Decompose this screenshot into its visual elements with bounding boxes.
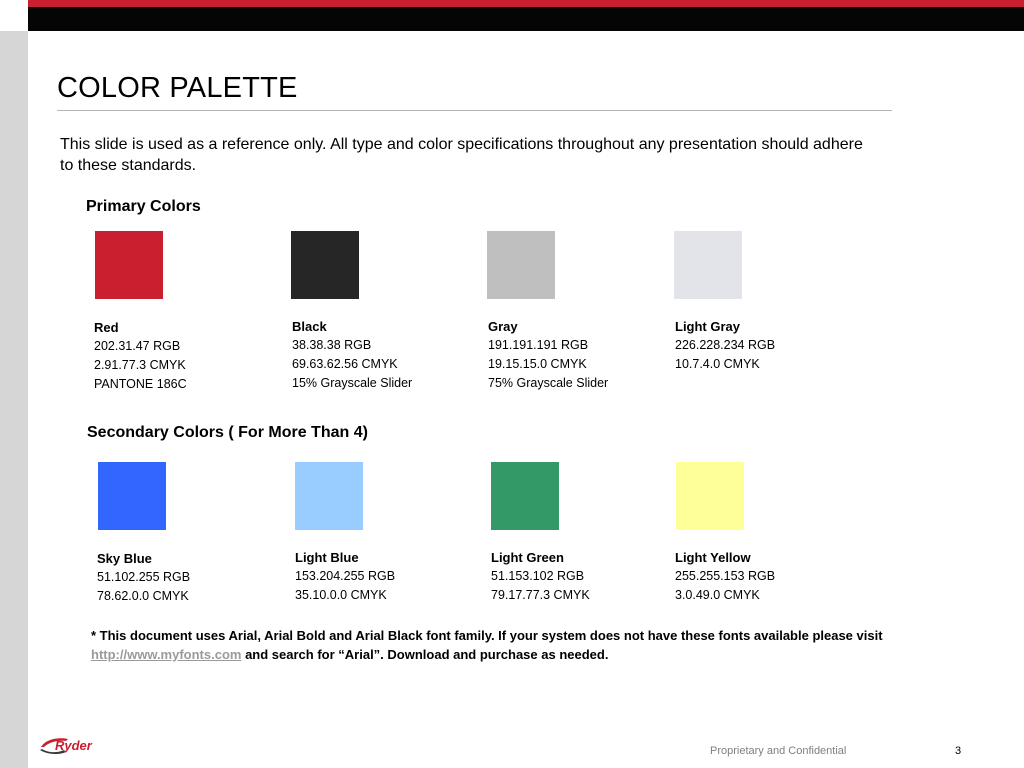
color-name: Light Green xyxy=(491,550,564,565)
page-number: 3 xyxy=(955,745,962,757)
swatch-light-blue xyxy=(295,462,363,530)
ryder-logo xyxy=(38,733,118,759)
color-spec-grayscale: 15% Grayscale Slider xyxy=(292,376,413,390)
footer-confidential: Proprietary and Confidential xyxy=(710,745,847,757)
header-black-band xyxy=(28,7,1024,31)
color-spec-rgb: 226.228.234 RGB xyxy=(675,338,776,352)
primary-colors-heading: Primary Colors xyxy=(86,198,201,215)
swatch-light-green xyxy=(491,462,559,530)
swatch-light-gray xyxy=(674,231,742,299)
color-label-sky-blue xyxy=(97,549,190,606)
swatch-black xyxy=(291,231,359,299)
color-spec-rgb: 38.38.38 RGB xyxy=(292,338,372,352)
swatch-sky-blue xyxy=(98,462,166,530)
color-name: Light Blue xyxy=(295,550,359,565)
left-margin-gap xyxy=(0,0,28,31)
title-divider xyxy=(57,110,892,111)
color-name: Black xyxy=(292,319,327,334)
color-name: Gray xyxy=(488,319,518,334)
color-spec-cmyk: 69.63.62.56 CMYK xyxy=(292,357,398,371)
color-label-gray xyxy=(488,317,608,393)
left-margin-bar xyxy=(0,0,28,768)
color-label-light-blue xyxy=(295,548,395,605)
swatch-light-yellow xyxy=(676,462,744,530)
color-spec-rgb: 153.204.255 RGB xyxy=(295,569,396,583)
footnote-text-after: and search for “Arial”. Download and purchase as needed. xyxy=(241,647,609,662)
color-name: Red xyxy=(94,320,119,335)
color-spec-rgb: 202.31.47 RGB xyxy=(94,339,181,353)
secondary-colors-heading: Secondary Colors ( For More Than 4) xyxy=(87,424,368,441)
color-spec-grayscale: 75% Grayscale Slider xyxy=(488,376,609,390)
font-footnote xyxy=(91,626,891,664)
color-spec-cmyk: 3.0.49.0 CMYK xyxy=(675,588,760,602)
color-name: Sky Blue xyxy=(97,551,152,566)
logo-text: Ryder xyxy=(55,738,92,753)
color-label-light-gray xyxy=(675,317,775,374)
myfonts-link[interactable]: http://www.myfonts.com xyxy=(91,647,242,662)
color-spec-cmyk: 79.17.77.3 CMYK xyxy=(491,588,590,602)
color-spec-rgb: 51.153.102 RGB xyxy=(491,569,585,583)
color-spec-rgb: 255.255.153 RGB xyxy=(675,569,776,583)
color-spec-cmyk: 2.91.77.3 CMYK xyxy=(94,358,186,372)
intro-text: This slide is used as a reference only. All type and color specifications throughout any presentation should adhere to these standards. xyxy=(60,136,863,174)
color-spec-cmyk: 35.10.0.0 CMYK xyxy=(295,588,387,602)
color-name: Light Gray xyxy=(675,319,741,334)
color-label-light-green xyxy=(491,548,590,605)
page-title: COLOR PALETTE xyxy=(57,72,298,104)
color-spec-cmyk: 78.62.0.0 CMYK xyxy=(97,589,189,603)
color-label-black xyxy=(292,317,412,393)
color-label-red xyxy=(94,318,187,394)
footnote-text-before: * This document uses Arial, Arial Bold and Arial Black font family. If your system does not have these fonts available please visit xyxy=(91,628,883,643)
color-label-light-yellow xyxy=(675,548,775,605)
color-spec-pantone: PANTONE 186C xyxy=(94,377,187,391)
color-name: Light Yellow xyxy=(675,550,751,565)
color-spec-cmyk: 10.7.4.0 CMYK xyxy=(675,357,760,371)
color-spec-cmyk: 19.15.15.0 CMYK xyxy=(488,357,587,371)
header-red-stripe xyxy=(28,0,1024,7)
color-spec-rgb: 51.102.255 RGB xyxy=(97,570,191,584)
swatch-gray xyxy=(487,231,555,299)
swatch-red xyxy=(95,231,163,299)
color-spec-rgb: 191.191.191 RGB xyxy=(488,338,589,352)
